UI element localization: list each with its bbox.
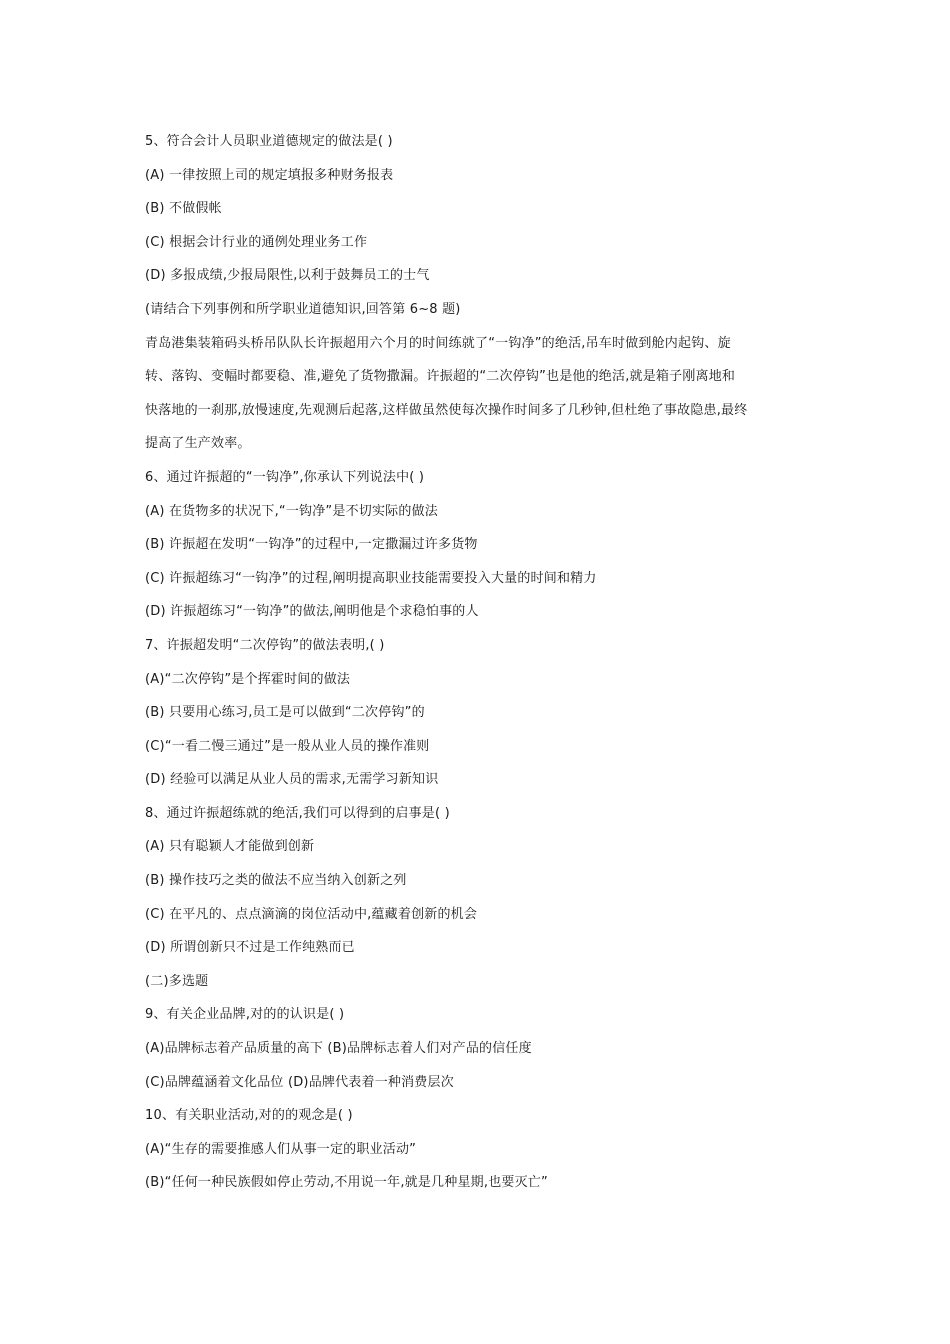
section-heading-multiple-choice: (二)多选题 <box>145 973 209 989</box>
question-6-option-a: (A) 在货物多的状况下,“一钩净”是不切实际的做法 <box>145 503 438 519</box>
question-5-option-a: (A) 一律按照上司的规定填报多种财务报表 <box>145 167 394 183</box>
question-8-option-d: (D) 所谓创新只不过是工作纯熟而已 <box>145 940 355 956</box>
case-paragraph-line: 青岛港集装箱码头桥吊队队长许振超用六个月的时间练就了“一钩净”的绝活,吊车时做到舱内起钩、旋 <box>145 335 731 351</box>
question-6-stem: 6、通过许振超的“一钩净”,你承认下列说法中( ) <box>145 469 425 485</box>
case-instruction: (请结合下列事例和所学职业道德知识,回答第 6~8 题) <box>145 301 461 317</box>
case-paragraph-line: 快落地的一刹那,放慢速度,先观测后起落,这样做虽然使每次操作时间多了几秒钟,但杜绝了事故隐患,最终 <box>145 402 748 418</box>
question-10-option-b: (B)“任何一种民族假如停止劳动,不用说一年,就是几种星期,也要灭亡” <box>145 1175 548 1191</box>
question-10-option-a: (A)“生存的需要推感人们从事一定的职业活动” <box>145 1141 417 1157</box>
question-8-option-b: (B) 操作技巧之类的做法不应当纳入创新之列 <box>145 873 407 889</box>
question-6-option-d: (D) 许振超练习“一钩净”的做法,阐明他是个求稳怕事的人 <box>145 604 479 620</box>
case-paragraph-line: 提高了生产效率。 <box>145 436 251 452</box>
question-10-stem: 10、有关职业活动,对的的观念是( ) <box>145 1108 353 1124</box>
question-7-stem: 7、许振超发明“二次停钩”的做法表明,( ) <box>145 637 385 653</box>
question-6-option-b: (B) 许振超在发明“一钩净”的过程中,一定撒漏过许多货物 <box>145 537 478 553</box>
question-7-option-a: (A)“二次停钩”是个挥霍时间的做法 <box>145 671 351 687</box>
question-5-option-c: (C) 根据会计行业的通例处理业务工作 <box>145 234 368 250</box>
question-5-option-d: (D) 多报成绩,少报局限性,以利于鼓舞员工的士气 <box>145 268 430 284</box>
question-7-option-c: (C)“一看二慢三通过”是一般从业人员的操作准则 <box>145 738 430 754</box>
question-5-option-b: (B) 不做假帐 <box>145 201 222 217</box>
case-paragraph-line: 转、落钩、变幅时都要稳、准,避免了货物撒漏。许振超的“二次停钩”也是他的绝活,就是箱子刚离地和 <box>145 369 736 385</box>
question-9-options-ab: (A)品牌标志着产品质量的高下 (B)品牌标志着人们对产品的信任度 <box>145 1041 532 1057</box>
question-8-option-a: (A) 只有聪颖人才能做到创新 <box>145 839 315 855</box>
question-7-option-d: (D) 经验可以满足从业人员的需求,无需学习新知识 <box>145 772 439 788</box>
question-7-option-b: (B) 只要用心练习,员工是可以做到“二次停钩”的 <box>145 705 425 721</box>
question-9-options-cd: (C)品牌蕴涵着文化品位 (D)品牌代表着一种消费层次 <box>145 1074 454 1090</box>
question-8-stem: 8、通过许振超练就的绝活,我们可以得到的启事是( ) <box>145 805 450 821</box>
question-5-stem: 5、符合会计人员职业道德规定的做法是( ) <box>145 134 393 149</box>
question-9-stem: 9、有关企业品牌,对的的认识是( ) <box>145 1007 345 1023</box>
question-8-option-c: (C) 在平凡的、点点滴滴的岗位活动中,蕴藏着创新的机会 <box>145 906 478 922</box>
document-page <box>145 125 825 1200</box>
question-6-option-c: (C) 许振超练习“一钩净”的过程,阐明提高职业技能需要投入大量的时间和精力 <box>145 570 597 586</box>
